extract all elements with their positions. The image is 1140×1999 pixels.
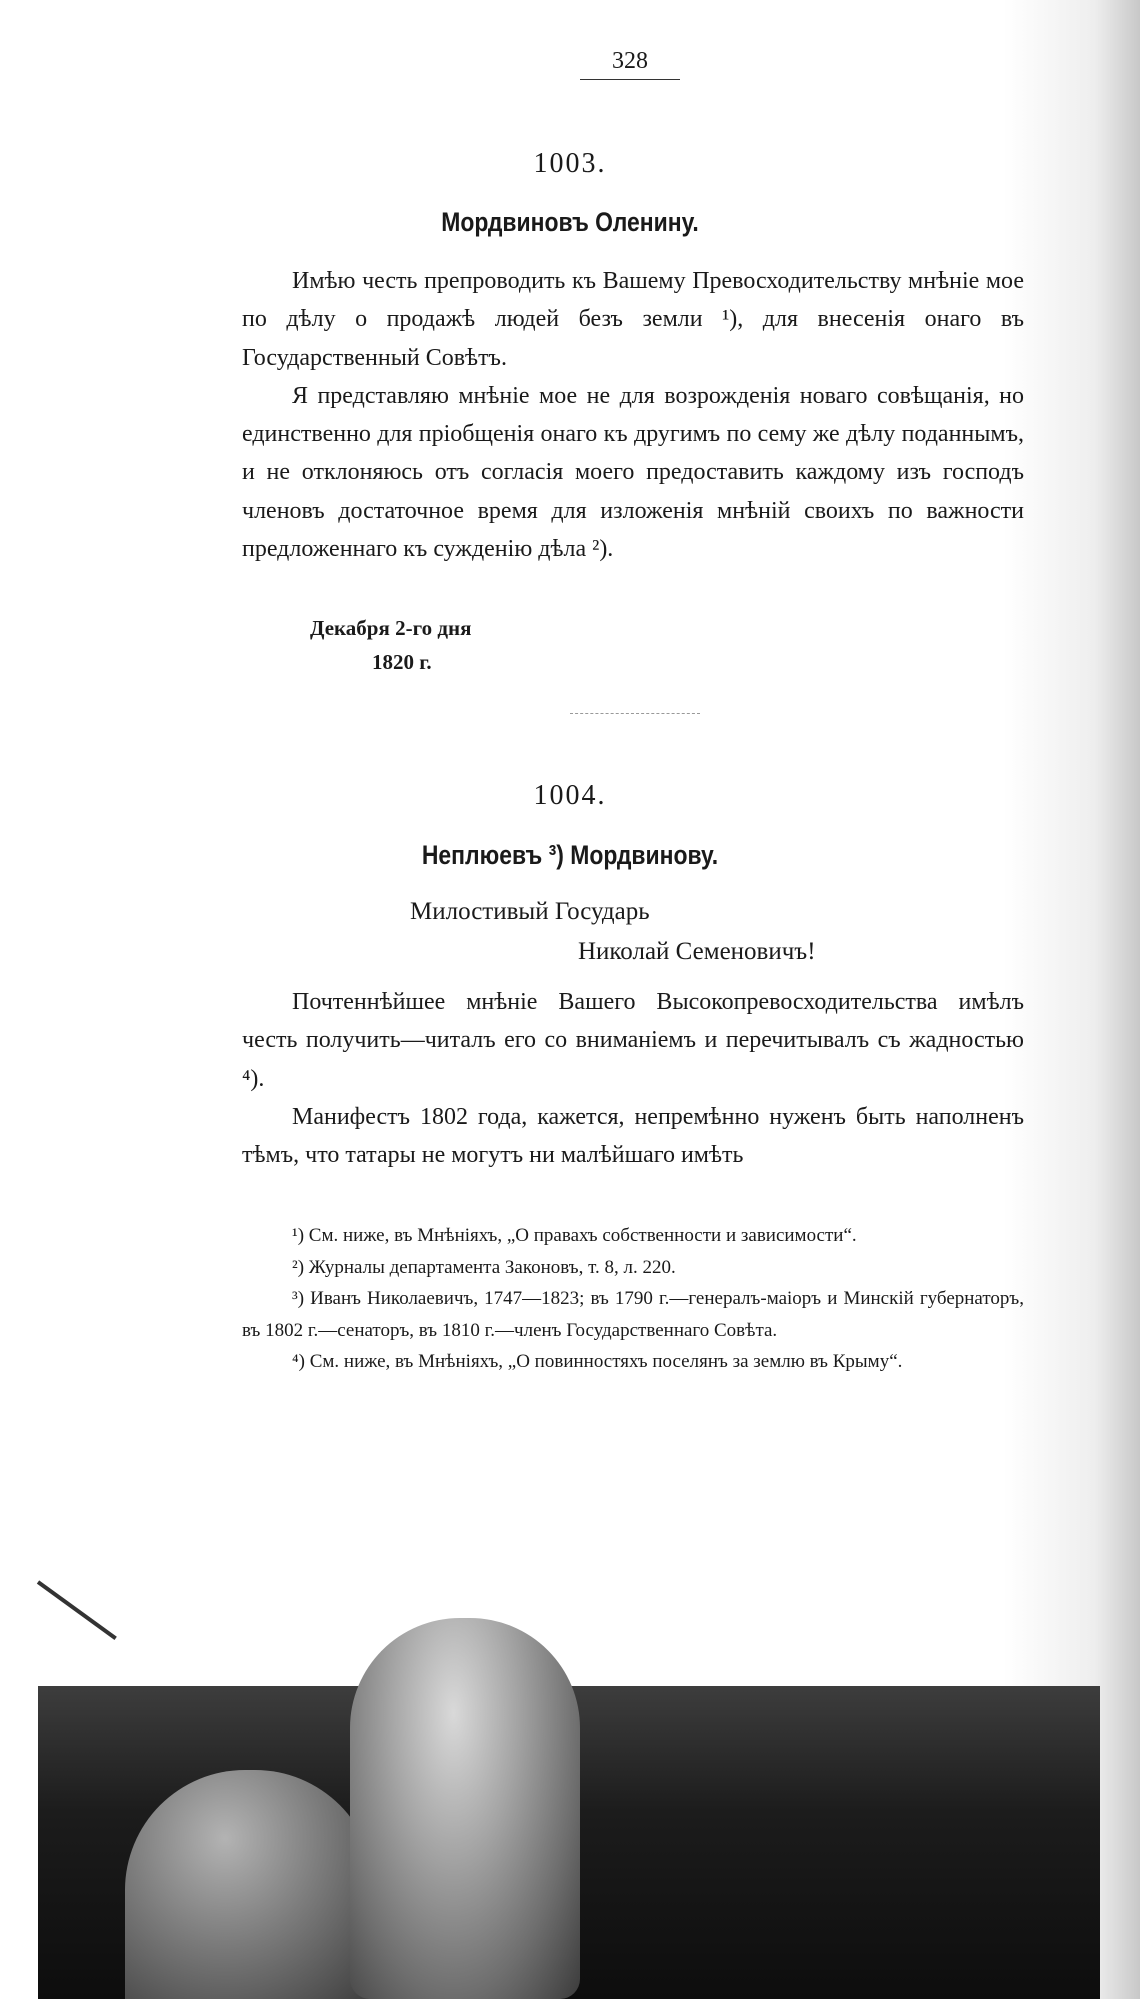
letter-1003-body (242, 262, 1024, 568)
footnote-3: ³) Иванъ Николаевичъ, 1747—1823; въ 1790 г.—генералъ-маіоръ и Минскій губернаторъ, въ 1802 г.—сенаторъ, въ 1810 г.—членъ Государственнаго Совѣта. (242, 1288, 1024, 1341)
letter-1004-number: 1004. (533, 780, 607, 811)
footnote-4: ⁴) См. ниже, въ Мнѣніяхъ, „О повинностяхъ поселянъ за землю въ Крыму“. (292, 1351, 903, 1372)
letter-1004-salutation-2: Николай Семеновичъ! (578, 938, 816, 965)
hand-finger (350, 1618, 580, 1999)
footnotes (242, 1220, 1024, 1378)
letter-1003-date: Декабря 2-го дня (310, 616, 472, 640)
section-divider (570, 713, 700, 714)
letter-1004-body (242, 983, 1024, 1174)
letter-1003-paragraph-2: Я представляю мнѣніе мое не для возрожденія новаго совѣщанія, но единственно для пріобщенія онаго къ другимъ по сему же дѣлу поданнымъ, и не отклоняюсь отъ согласія моего предоставить каждому изъ господъ членовъ достаточное время для изложенія мнѣній своихъ по важности предложеннаго къ сужденію дѣла ²). (242, 382, 1024, 563)
page-number: 328 (580, 48, 680, 80)
footnote-1: ¹) См. ниже, въ Мнѣніяхъ, „О правахъ собственности и зависимости“. (292, 1225, 857, 1246)
letter-1004-salutation-1: Милостивый Государь (410, 898, 650, 925)
letter-1004-paragraph-1: Почтеннѣйшее мнѣніе Вашего Высокопревосходительства имѣлъ честь получить—читалъ его со вниманіемъ и перечитывалъ съ жадностью ⁴). (242, 989, 1024, 1092)
letter-1003-paragraph-1: Имѣю честь препроводить къ Вашему Превосходительству мнѣніе мое по дѣлу о продажѣ людей безъ земли ¹), для внесенія онаго въ Государственный Совѣтъ. (242, 268, 1024, 371)
letter-1003-year: 1820 г. (372, 650, 432, 674)
letter-1003-number: 1003. (533, 148, 607, 179)
footnote-2: ²) Журналы департамента Законовъ, т. 8, л. 220. (292, 1256, 676, 1278)
hand-thumb (125, 1770, 375, 1999)
letter-1004-title: Неплюевъ ³) Мордвинову. (421, 840, 719, 870)
letter-1004-paragraph-2: Манифестъ 1802 года, кажется, непремѣнно нуженъ быть наполненъ тѣмъ, что татары не могутъ ни малѣйшаго имѣть (242, 1103, 1024, 1169)
letter-1003-title: Мордвиновъ Оленину. (441, 207, 699, 237)
pen-mark (37, 1580, 117, 1640)
